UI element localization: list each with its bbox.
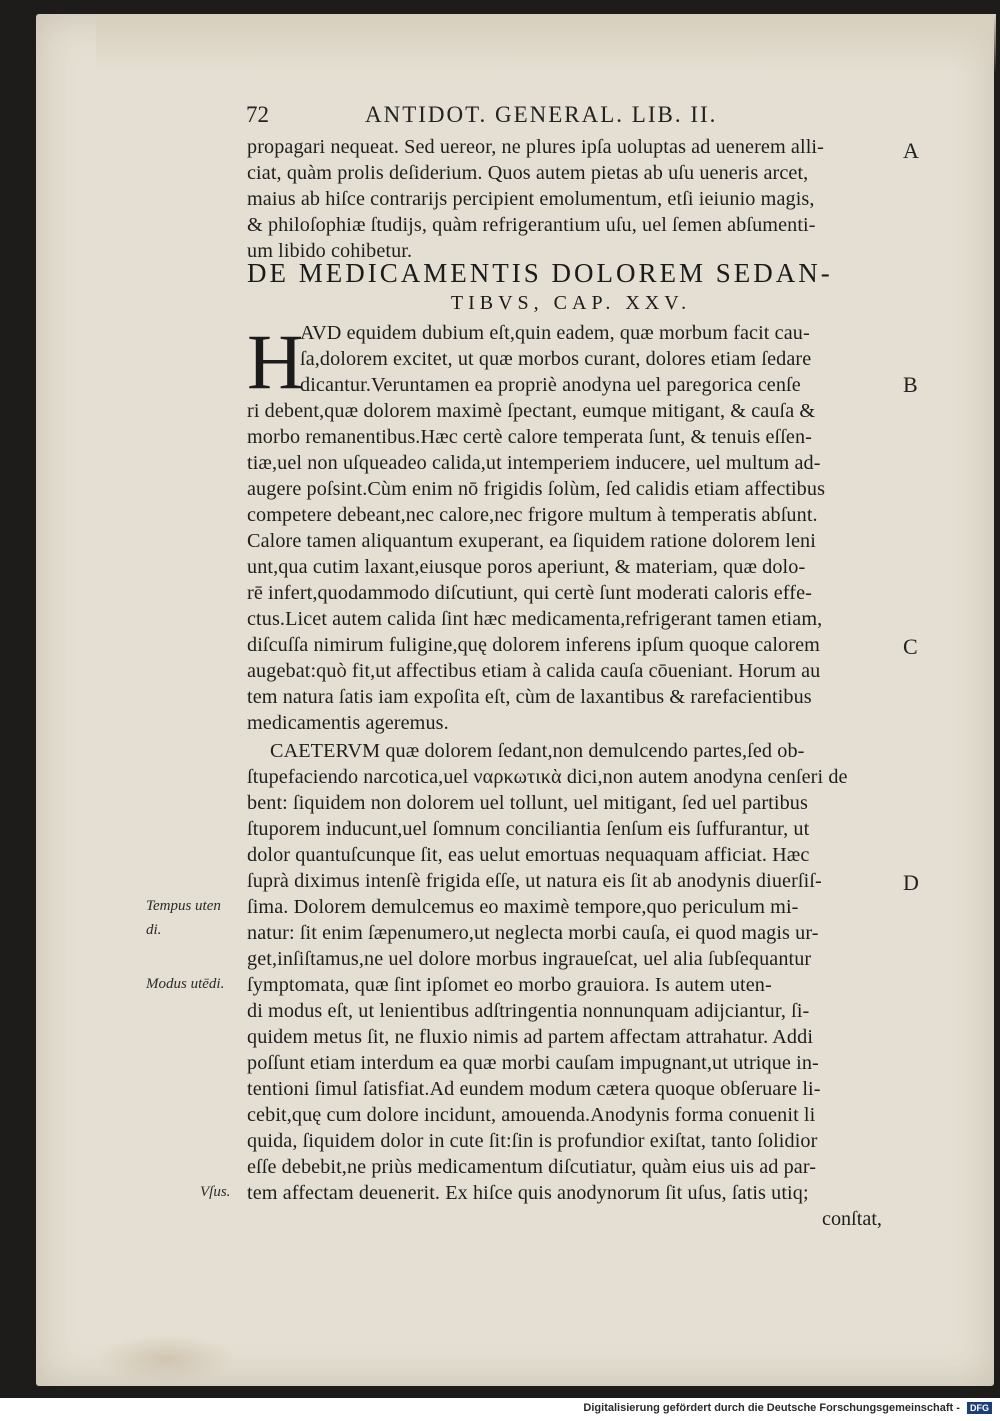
text-line: ſymptomata, quæ ſint ipſomet eo morbo grauiora. Is autem uten- — [247, 974, 772, 996]
text-line: get,inſiſtamus,ne uel dolore morbus ingraueſcat, uel alia ſubſequantur — [247, 948, 812, 970]
text-line: propagari nequeat. Sed uereor, ne plures ipſa uoluptas ad uenerem alli- — [247, 136, 824, 158]
text-line: ſtuporem inducunt,uel ſomnum conciliantia ſenſum eis ſuffurantur, ut — [247, 818, 810, 840]
footer-credit — [583, 1402, 992, 1414]
text-line: eſſe debebit,ne priùs medicamentum diſcutiatur, quàm eius uis ad par- — [247, 1156, 817, 1178]
text-line: dicantur.Veruntamen ea propriè anodyna uel paregorica cenſe — [300, 374, 801, 396]
margin-note: di. — [146, 922, 162, 938]
footer-text: Digitalisierung gefördert durch die Deutsche Forschungsgemeinschaft - — [583, 1402, 960, 1414]
page-stain-bottom — [96, 1334, 236, 1384]
text-line: poſſunt etiam interdum ea quæ morbi cauſam impugnant,ut utrique in- — [247, 1052, 819, 1074]
drop-cap: H — [247, 318, 304, 405]
margin-letter: D — [903, 870, 919, 895]
text-line: medicamentis ageremus. — [247, 712, 449, 734]
text-line: quidem metus ſit, ne fluxio nimis ad partem affectam attrahatur. Addi — [247, 1026, 814, 1048]
text-line: di modus eſt, ut lenientibus adſtringentia nonnunquam adijciantur, ſi- — [247, 1000, 810, 1022]
text-line: tem natura ſatis iam expoſita eſt, cùm de laxantibus & rarefacientibus — [247, 686, 812, 708]
text-line: AVD equidem dubium eſt,quin eadem, quæ morbum facit cau- — [300, 322, 810, 344]
running-head: ANTIDOT. GENERAL. LIB. II. — [365, 102, 718, 127]
text-line: rē infert,quodammodo diſcutiunt, qui certè ſunt moderati caloris effe- — [247, 582, 812, 604]
dfg-logo: DFG — [967, 1402, 992, 1414]
text-line: tem affectam deuenerit. Ex hiſce quis anodynorum ſit uſus, ſatis utiq; — [247, 1182, 809, 1204]
text-line: cebit,quę cum dolore incidunt, amouenda.Anodynis forma conuenit li — [247, 1104, 816, 1126]
text-line: tentioni ſimul ſatisfiat.Ad eundem modum cætera quoque obſeruare li- — [247, 1078, 821, 1100]
text-line: maius ab hiſce contrarijs percipient emolumentum, etſi ieiunio magis, — [247, 188, 815, 210]
chapter-title: DE MEDICAMENTIS DOLOREM SEDAN- — [247, 258, 833, 288]
catchword: conſtat, — [822, 1208, 882, 1230]
text-line: ctus.Licet autem calida ſint hæc medicamenta,refrigerant tamen etiam, — [247, 608, 823, 630]
margin-letter: A — [903, 138, 919, 163]
text-line: quida, ſiquidem dolor in cute ſit:ſin is profundior exiſtat, tanto ſolidior — [247, 1130, 818, 1152]
text-line: tiæ,uel non uſqueadeo calida,ut intemperiem inducere, uel multum ad- — [247, 452, 821, 474]
text-line: natur: ſit enim ſæpenumero,ut neglecta morbi cauſa, ei quod magis ur- — [247, 922, 819, 944]
text-line: diſcuſſa nimirum fuligine,quę dolorem inferens ipſum quoque calorem — [247, 634, 820, 656]
page-number: 72 — [246, 102, 269, 127]
page-stain-top — [96, 14, 996, 74]
text-line: bent: ſiquidem non dolorem uel tollunt, uel mitigant, ſed uel partibus — [247, 792, 808, 814]
chapter-subtitle: TIBVS, CAP. XXV. — [450, 292, 692, 314]
text-line: competere debeant,nec calore,nec frigore multum à temperatis abſunt. — [247, 504, 818, 526]
text-line: dolor quantuſcunque ſit, eas uelut emortuas nequaquam afficiat. Hæc — [247, 844, 810, 866]
text-line: ſtupefaciendo narcotica,uel ναρκωτικὰ dici,non autem anodyna cenſeri de — [247, 766, 848, 788]
text-line: um libido cohibetur. — [247, 240, 413, 262]
text-line: augere poſsint.Cùm enim nō frigidis ſolùm, ſed calidis etiam affectibus — [247, 478, 826, 500]
margin-note: Tempus uten — [146, 898, 221, 914]
text-line: ciat, quàm prolis deſiderium. Quos autem pietas ab uſu ueneris arcet, — [247, 162, 809, 184]
text-line: & philoſophiæ ſtudijs, quàm refrigerantium uſu, uel ſemen abſumenti- — [247, 214, 816, 236]
text-line: augebat:quò fit,ut affectibus etiam à calida cauſa cōueniant. Horum au — [247, 660, 821, 682]
text-line: ſuprà diximus intenſè frigida eſſe, ut natura eis ſit ab anodynis diuerſiſ- — [247, 870, 822, 892]
margin-letter: B — [903, 372, 918, 397]
text-line: ſima. Dolorem demulcemus eo maximè tempore,quo periculum mi- — [247, 896, 799, 918]
margin-letter: C — [903, 634, 918, 659]
text-line: ri debent,quæ dolorem maximè ſpectant, eumque mitigant, & cauſa & — [247, 400, 816, 422]
margin-note: Vſus. — [200, 1184, 231, 1200]
text-line: unt,qua cutim laxant,eiusque poros aperiunt, & materiam, quæ dolo- — [247, 556, 806, 578]
text-line: Calore tamen aliquantum exuperant, ea ſiquidem ratione dolorem leni — [247, 530, 816, 552]
text-line: morbo remanentibus.Hæc certè calore temperata ſunt, & tenuis eſſen- — [247, 426, 813, 448]
margin-note: Modus utēdi. — [146, 976, 225, 992]
text-line: CAETERVM quæ dolorem ſedant,non demulcendo partes,ſed ob- — [270, 740, 805, 762]
text-line: ſa,dolorem excitet, ut quæ morbos curant, dolores etiam ſedare — [300, 348, 812, 370]
